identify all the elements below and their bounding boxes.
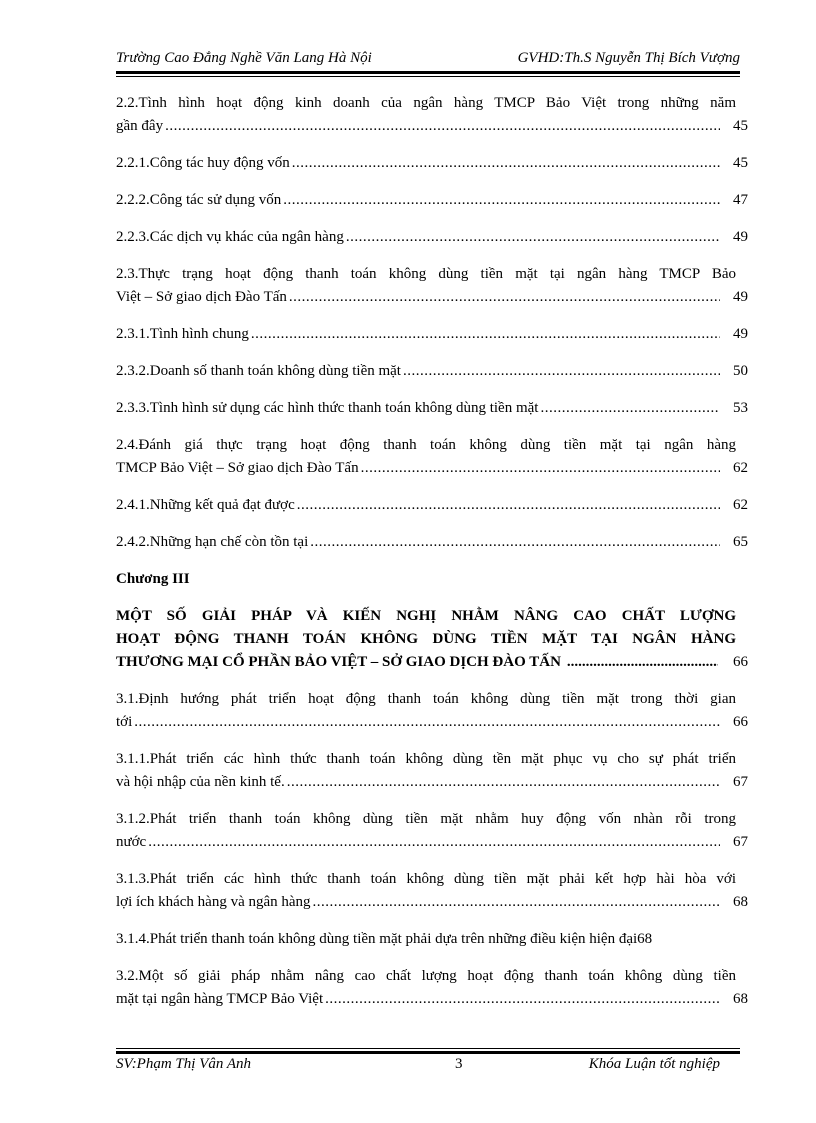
dot-leader xyxy=(346,226,720,249)
toc-entry-text: 2.2.1.Công tác huy động vốn xyxy=(116,155,290,171)
toc-entry-text: 2.3.3.Tình hình sử dụng các hình thức thanh toán không dùng tiền mặt xyxy=(116,400,539,416)
toc-entry-3-1-1 xyxy=(116,748,748,794)
dot-leader xyxy=(283,189,720,212)
toc-entry-2-2-2 xyxy=(116,189,748,212)
header-rule-thin xyxy=(116,76,740,77)
chapter-title-line: MỘT SỐ GIẢI PHÁP VÀ KIẾN NGHỊ NHẰM NÂNG CAO CHẤT LƯỢNG xyxy=(116,608,736,624)
toc-page-number: 66 xyxy=(733,654,748,670)
toc-entry-3-2 xyxy=(116,965,748,1011)
toc-entry-3-1-2 xyxy=(116,808,748,854)
toc-entry-text: 2.2.2.Công tác sử dụng vốn xyxy=(116,192,282,208)
toc-entry-text: 2.3.2.Doanh số thanh toán không dùng tiền mặt xyxy=(116,363,401,379)
chapter-label: Chương III xyxy=(116,571,190,587)
dot-leader xyxy=(325,988,720,1011)
toc-entry-text: 2.2.Tình hình hoạt động kinh doanh của ngân hàng TMCP Bảo Việt trong những năm xyxy=(116,95,736,111)
toc-entry-2-3-2 xyxy=(116,360,748,383)
header-rule-thick xyxy=(116,71,740,74)
toc-entry-2-4-1 xyxy=(116,494,748,517)
toc-entry-text: 2.3.Thực trạng hoạt động thanh toán không dùng tiền mặt tại ngân hàng TMCP Bảo xyxy=(116,266,736,282)
dot-leader xyxy=(148,831,720,854)
toc-entry-2-3-3 xyxy=(116,397,748,420)
toc-entry-text: gần đây xyxy=(116,118,164,134)
toc-entry-text: tới xyxy=(116,714,133,730)
toc-entry-text: 2.3.1.Tình hình chung xyxy=(116,326,249,342)
toc-page-number: 62 xyxy=(733,497,748,513)
footer-student: SV:Phạm Thị Vân Anh xyxy=(116,1056,251,1072)
toc-page-number: 50 xyxy=(733,363,748,379)
toc-entry-text: và hội nhập của nền kinh tế. xyxy=(116,774,285,790)
dot-leader xyxy=(251,323,720,346)
toc-entry-3-1-4 xyxy=(116,928,748,951)
toc-entry-text: nước xyxy=(116,834,147,850)
toc-entry-text: 2.4.2.Những hạn chế còn tồn tại xyxy=(116,534,309,550)
toc-entry-text: Việt – Sở giao dịch Đào Tấn xyxy=(116,289,287,305)
toc-entry-2-3-1 xyxy=(116,323,748,346)
toc-page-number: 65 xyxy=(733,534,748,550)
toc-entry-text: 3.1.3.Phát triển các hình thức thanh toán không dùng tiền mặt phải kết hợp hài hòa với xyxy=(116,871,736,887)
dot-leader xyxy=(313,891,720,914)
dot-leader xyxy=(567,651,718,674)
dot-leader xyxy=(165,115,720,138)
toc-page-number: 49 xyxy=(733,229,748,245)
toc-entry-text: 3.1.4.Phát triển thanh toán không dùng tiền mặt phải dựa trên những điều kiện hiện đại68 xyxy=(116,931,653,947)
toc-page-number: 66 xyxy=(733,714,748,730)
dot-leader xyxy=(289,286,720,309)
toc-entry-text: 3.2.Một số giải pháp nhằm nâng cao chất lượng hoạt động thanh toán không dùng tiền xyxy=(116,968,736,984)
toc-entry-text: 2.4.1.Những kết quả đạt được xyxy=(116,497,295,513)
toc-page-number: 67 xyxy=(733,834,748,850)
chapter-title-line: THƯƠNG MẠI CỔ PHẦN BẢO VIỆT – SỞ GIAO DỊCH ĐÀO TẤN xyxy=(116,654,561,670)
toc-page-number: 68 xyxy=(733,991,748,1007)
toc-page-number: 49 xyxy=(733,326,748,342)
toc-page-number: 68 xyxy=(733,894,748,910)
toc-entry-text: 2.4.Đánh giá thực trạng hoạt động thanh toán không dùng tiền mặt tại ngân hàng xyxy=(116,437,736,453)
page-header xyxy=(116,48,740,70)
toc-entry-text: 3.1.Định hướng phát triển hoạt động thanh toán không dùng tiền mặt trong thời gian xyxy=(116,691,736,707)
toc-page-number: 62 xyxy=(733,460,748,476)
toc-entry-text: 3.1.1.Phát triển các hình thức thanh toán không dùng tền mặt phục vụ cho sự phát triển xyxy=(116,751,736,767)
toc-entry-2-3 xyxy=(116,263,748,309)
header-school: Trường Cao Đẳng Nghề Văn Lang Hà Nội xyxy=(116,50,372,66)
toc-entry-text: mặt tại ngân hàng TMCP Bảo Việt xyxy=(116,991,324,1007)
footer-rule-thick xyxy=(116,1051,740,1054)
dot-leader xyxy=(540,397,720,420)
toc-entry-3-1-3 xyxy=(116,868,748,914)
dot-leader xyxy=(297,494,720,517)
header-advisor: GVHD:Th.S Nguyễn Thị Bích Vượng xyxy=(517,50,740,66)
dot-leader xyxy=(287,771,720,794)
page-footer xyxy=(116,1056,720,1078)
table-of-contents xyxy=(116,92,752,1025)
toc-entry-text: 2.2.3.Các dịch vụ khác của ngân hàng xyxy=(116,229,344,245)
toc-entry-text: 3.1.2.Phát triển thanh toán không dùng tiền mặt nhằm huy động vốn nhàn rỗi trong xyxy=(116,811,736,827)
toc-entry-2-4-2 xyxy=(116,531,748,554)
toc-entry-2-4 xyxy=(116,434,748,480)
toc-page-number: 47 xyxy=(733,192,748,208)
footer-rule-thin xyxy=(116,1048,740,1049)
toc-entry-2-2-1 xyxy=(116,152,748,175)
dot-leader xyxy=(134,711,720,734)
dot-leader xyxy=(292,152,720,175)
toc-page-number: 45 xyxy=(733,118,748,134)
footer-thesis: Khóa Luận tốt nghiệp xyxy=(588,1056,720,1072)
toc-entry-text: lợi ích khách hàng và ngân hàng xyxy=(116,894,311,910)
toc-entry-3-1 xyxy=(116,688,748,734)
toc-entry-text: TMCP Bảo Việt – Sở giao dịch Đào Tấn xyxy=(116,460,359,476)
chapter-title-line: HOẠT ĐỘNG THANH TOÁN KHÔNG DÙNG TIỀN MẶT TẠI NGÂN HÀNG xyxy=(116,631,736,647)
dot-leader xyxy=(403,360,720,383)
toc-page-number: 45 xyxy=(733,155,748,171)
footer-page-number: 3 xyxy=(455,1056,463,1072)
toc-page-number: 67 xyxy=(733,774,748,790)
toc-page-number: 53 xyxy=(733,400,748,416)
dot-leader xyxy=(310,531,720,554)
toc-entry-2-2 xyxy=(116,92,748,138)
toc-entry-2-2-3 xyxy=(116,226,748,249)
toc-page-number: 49 xyxy=(733,289,748,305)
chapter-title xyxy=(116,605,748,674)
dot-leader xyxy=(361,457,720,480)
